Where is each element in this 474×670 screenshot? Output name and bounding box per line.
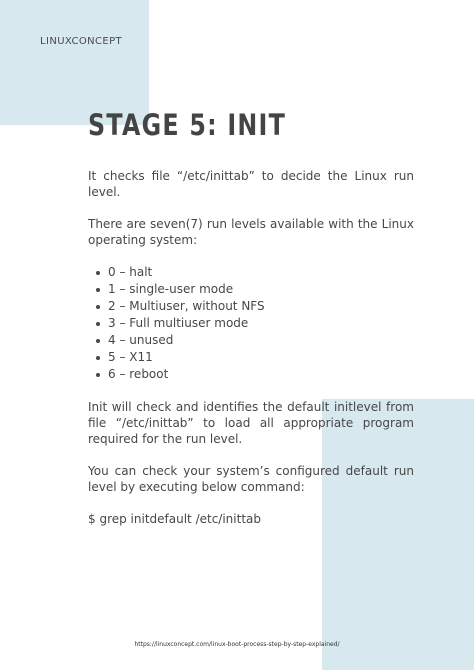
page-title: STAGE 5: INIT	[88, 108, 287, 142]
list-item: 4 – unused	[88, 332, 414, 349]
intro-paragraph: It checks file “/etc/inittab” to decide the Linux run level.	[88, 169, 414, 199]
list-item: 6 – reboot	[88, 366, 414, 383]
document-body	[88, 168, 414, 527]
list-item: 2 – Multiuser, without NFS	[88, 298, 414, 315]
run-levels-list	[88, 264, 414, 383]
decorative-top-panel	[0, 0, 149, 125]
list-item: 3 – Full multiuser mode	[88, 315, 414, 332]
list-item: 1 – single-user mode	[88, 281, 414, 298]
init-description-paragraph: Init will check and identifies the default initlevel from file “/etc/inittab” to load all appropriate program required for the run level.	[88, 400, 414, 446]
list-item: 0 – halt	[88, 264, 414, 281]
run-levels-intro-paragraph: There are seven(7) run levels available with the Linux operating system:	[88, 217, 414, 247]
command-line: $ grep initdefault /etc/inittab	[88, 512, 261, 526]
list-item: 5 – X11	[88, 349, 414, 366]
brand-name: LINUXCONCEPT	[40, 36, 123, 47]
footer-url: https://linuxconcept.com/linux-boot-process-step-by-step-explained/	[134, 641, 340, 648]
check-command-paragraph: You can check your system’s configured default run level by executing below command:	[88, 464, 414, 494]
